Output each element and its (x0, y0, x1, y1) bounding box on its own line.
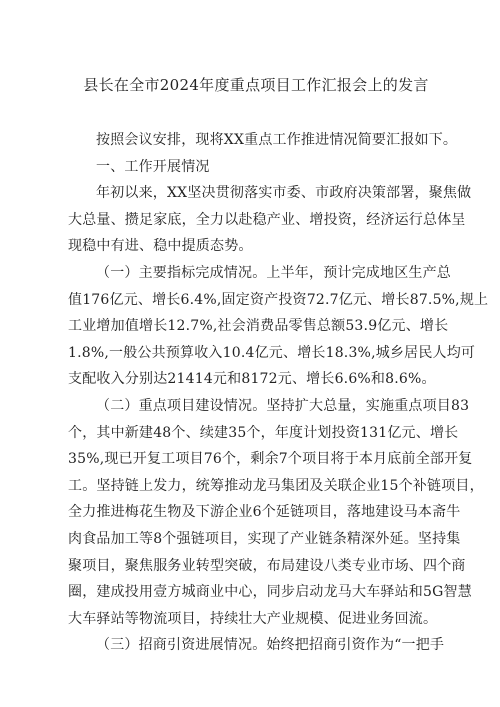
text-line: 肉食品加工等8个强链项目，实现了产业链条精深外延。坚持集 (68, 530, 461, 547)
text-line: 聚项目，聚焦服务业转型突破，布局建设八类专业市场、四个商 (68, 557, 466, 574)
text-line: 值176亿元、增长6.4%,固定资产投资72.7亿元、增长87.5%,规上 (68, 291, 489, 308)
text-line: 年初以来，XX坚决贯彻落实市委、市政府决策部署，聚焦做 (96, 185, 472, 202)
text-line: 一、工作开展情况 (96, 158, 210, 175)
text-line: （二）重点项目建设情况。坚持扩大总量，实施重点项目83 (96, 397, 470, 414)
text-line: 工。坚持链上发力，统筹推动龙马集团及关联企业15个补链项目， (68, 477, 484, 494)
text-line: 现稳中有进、稳中提质态势。 (68, 238, 253, 255)
text-line: 1.8%,一般公共预算收入10.4亿元、增长18.3%,城乡居民人均可 (68, 344, 476, 361)
document-body (68, 127, 489, 659)
text-line: 工业增加值增长12.7%,社会消费品零售总额53.9亿元、增长 (68, 318, 449, 335)
text-line: 全力推进梅花生物及下游企业6个延链项目，落地建设马本斋牛 (68, 504, 461, 521)
text-line: 35%,现已开复工项目76个，剩余7个项目将于本月底前全部开复 (68, 451, 473, 468)
text-line: （三）招商引资进展情况。始终把招商引资作为“一把手 (96, 637, 445, 654)
document-title: 县长在全市2024年度重点项目工作汇报会上的发言 (83, 76, 429, 94)
text-line: （一）主要指标完成情况。上半年，预计完成地区生产总 (96, 264, 451, 281)
text-line: 支配收入分别达21414元和8172元、增长6.6%和8.6%。 (68, 371, 436, 388)
text-line: 大车驿站等物流项目，持续壮大产业规模、促进业务回流。 (68, 610, 438, 627)
text-line: 大总量、攒足家底，全力以赴稳产业、增投资，经济运行总体呈 (68, 211, 466, 228)
text-line: 圈，建成投用壹方城商业中心，同步启动龙马大车驿站和5G智慧 (68, 584, 472, 601)
text-line: 个，其中新建48个、续建35个，年度计划投资131亿元、增长 (68, 424, 459, 441)
text-line: 按照会议安排，现将XX重点工作推进情况简要汇报如下。 (96, 132, 458, 148)
